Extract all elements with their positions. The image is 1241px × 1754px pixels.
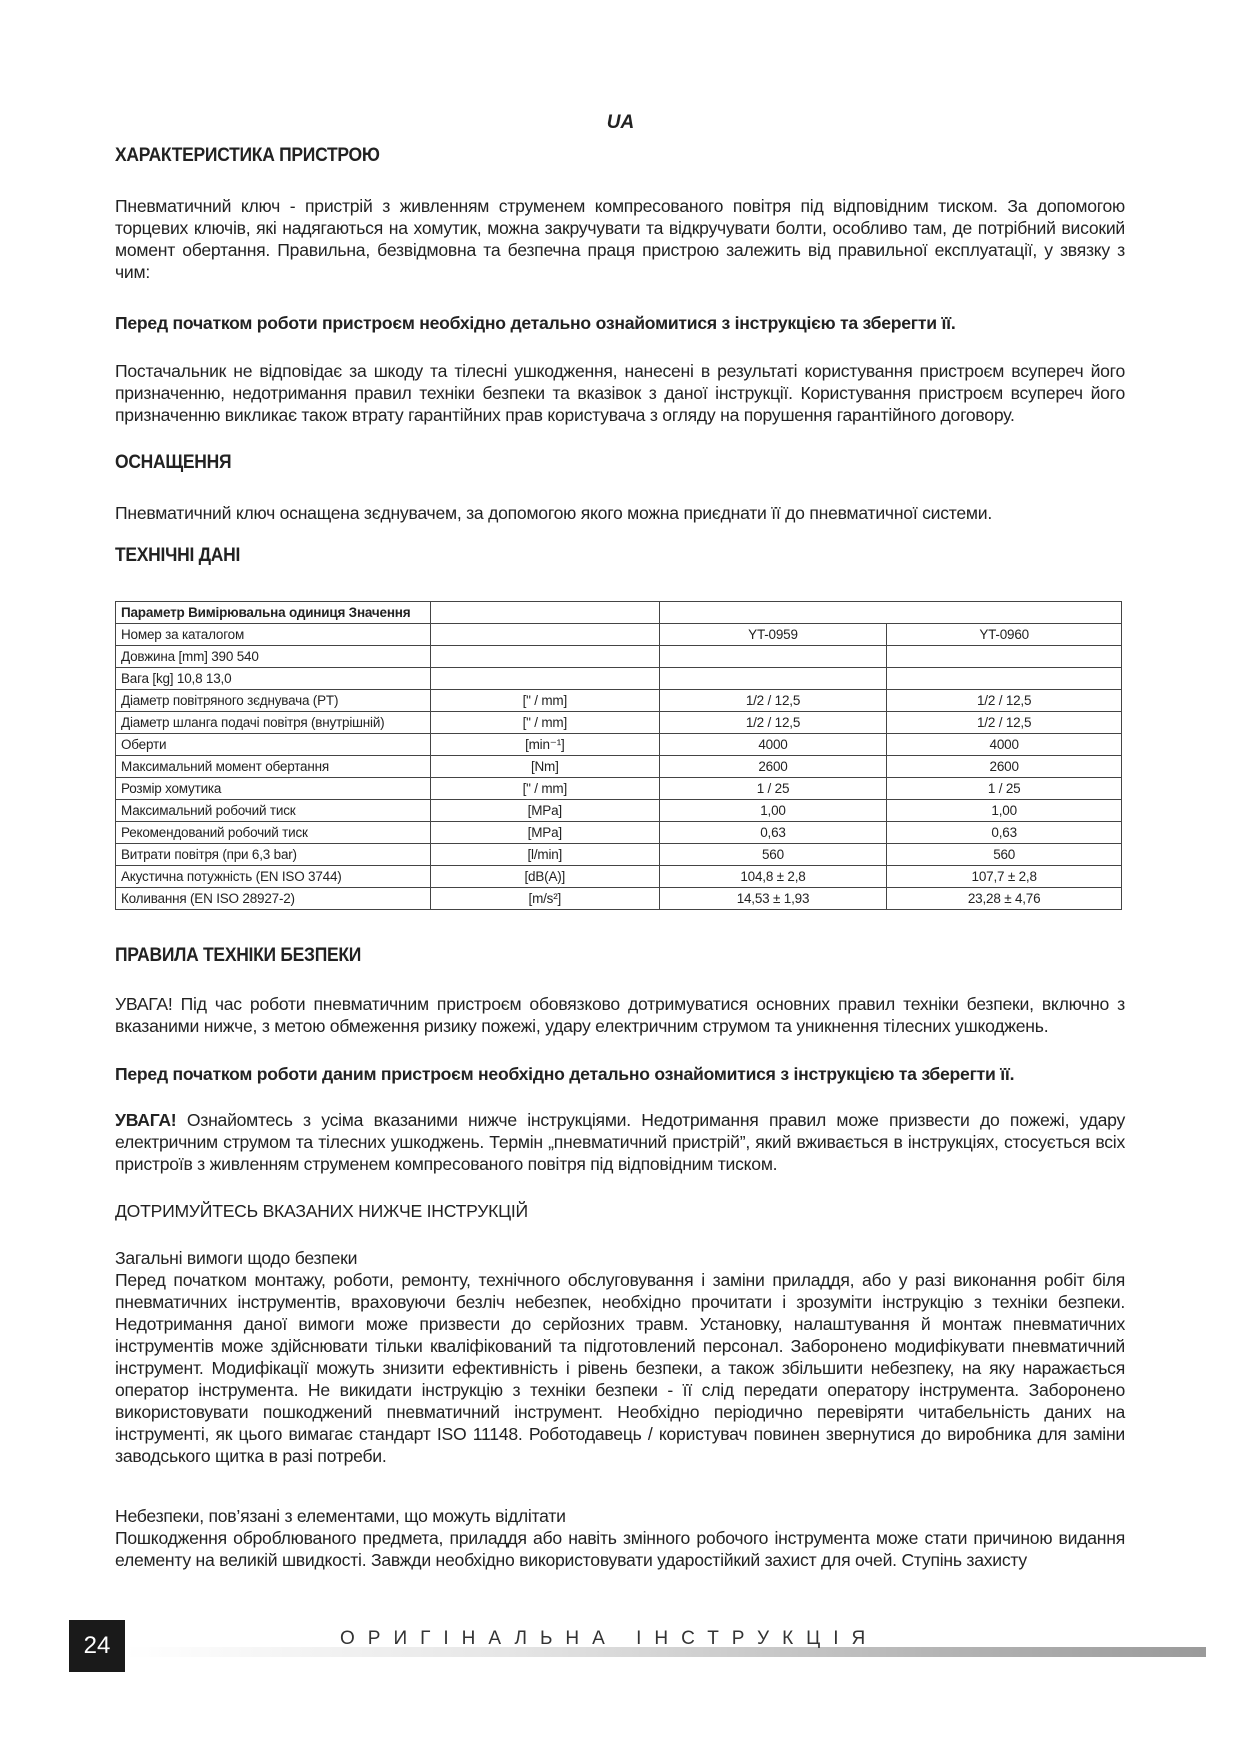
paragraph-liability: Постачальник не відповідає за шкоду та тілесні ушкодження, нанесені в результаті користування пристроєм всупереч його призначенню, недотримання правил техніки безпеки та вказівок з даної інструкції. Користування пристроєм всупереч його призначенню викликає також втрату гарантійних прав користувача з огляду на порушення гарантійного договору. — [115, 361, 1125, 425]
paragraph-attention — [115, 1109, 1125, 1175]
table-cell-v2 — [887, 646, 1122, 668]
table-row — [116, 822, 1122, 844]
table-cell-v1: 2600 — [659, 756, 887, 778]
table-cell-v2: 1 / 25 — [887, 778, 1122, 800]
table-cell-param: Максимальний момент обертання — [116, 756, 431, 778]
table-cell-v1: 104,8 ± 2,8 — [659, 866, 887, 888]
table-row — [116, 734, 1122, 756]
table-cell-unit — [430, 646, 659, 668]
table-cell-v2: 1/2 / 12,5 — [887, 690, 1122, 712]
heading-technical-data: ТЕХНІЧНІ ДАНІ — [115, 545, 241, 566]
table-cell-param: Довжина [mm] 390 540 — [116, 646, 431, 668]
table-cell-param: Діаметр шланга подачі повітря (внутрішній) — [116, 712, 431, 734]
paragraph-equipment: Пневматичний ключ оснащена зєднувачем, за допомогою якого можна приєднати її до пневматичної системи. — [115, 503, 992, 523]
table-cell-v1: 1/2 / 12,5 — [659, 690, 887, 712]
page-number: 24 — [69, 1620, 125, 1672]
heading-safety: ПРАВИЛА ТЕХНІКИ БЕЗПЕКИ — [115, 945, 362, 966]
paragraph-flying-parts: Пошкодження оброблюваного предмета, приладдя або навіть змінного робочого інструмента може стати причиною видання елементу на великій швидкості. Завжди необхідно використовувати ударостійкий захист для очей. Ступінь захисту — [115, 1528, 1125, 1570]
heading-characteristics: ХАРАКТЕРИСТИКА ПРИСТРОЮ — [115, 145, 380, 166]
table-row — [116, 888, 1122, 910]
subheading-flying-parts: Небезпеки, пов’язані з елементами, що можуть відлітати — [115, 1506, 566, 1526]
attention-text: Ознайомтесь з усіма вказаними нижче інструкціями. Недотримання правил може призвести до пожежі, удару електричним струмом та тілесних ушкоджень. Термін „пневматичний пристрій”, який вживається в інструкціях, стосується всіх пристроїв з живленням струменем компресованого повітря під відповідним тиском. — [115, 1110, 1125, 1174]
table-cell-unit: [Nm] — [430, 756, 659, 778]
table-cell-unit: [m/s²] — [430, 888, 659, 910]
table-cell-v1: 1,00 — [659, 800, 887, 822]
table-header-row — [116, 602, 1122, 624]
table-cell-unit: [" / mm] — [430, 778, 659, 800]
table-cell-param: Витрати повітря (при 6,3 bar) — [116, 844, 431, 866]
table-cell-v2: 0,63 — [887, 822, 1122, 844]
warning-read-manual-2: Перед початком роботи даним пристроєм необхідно детально ознайомитися з інструкцією та зберегти її. — [115, 1064, 1015, 1084]
table-cell — [659, 602, 1121, 624]
table-header: Параметр Вимірювальна одиниця Значення — [116, 602, 431, 624]
heading-follow-instructions: ДОТРИМУЙТЕСЬ ВКАЗАНИХ НИЖЧЕ ІНСТРУКЦІЙ — [115, 1201, 528, 1221]
table-row — [116, 866, 1122, 888]
footer-title: ОРИГІНАЛЬНА ІНСТРУКЦІЯ — [340, 1628, 879, 1649]
table-cell-unit: [" / mm] — [430, 712, 659, 734]
table-row — [116, 646, 1122, 668]
technical-data-table-wrap — [115, 601, 1125, 910]
table-cell-v2: 107,7 ± 2,8 — [887, 866, 1122, 888]
table-cell-unit: [MPa] — [430, 800, 659, 822]
table-row — [116, 800, 1122, 822]
table-row — [116, 690, 1122, 712]
table-cell-v2: 2600 — [887, 756, 1122, 778]
table-cell-unit: [" / mm] — [430, 690, 659, 712]
table-cell-param: Розмір хомутика — [116, 778, 431, 800]
table-cell-unit: [min⁻¹] — [430, 734, 659, 756]
table-cell-param: Оберти — [116, 734, 431, 756]
table-row — [116, 624, 1122, 646]
table-row — [116, 778, 1122, 800]
table-cell-v1: 560 — [659, 844, 887, 866]
table-cell — [430, 602, 659, 624]
table-cell-v1: 1 / 25 — [659, 778, 887, 800]
table-cell-v2: 1,00 — [887, 800, 1122, 822]
table-cell-param: Акустична потужність (EN ISO 3744) — [116, 866, 431, 888]
attention-label: УВАГА! — [115, 1110, 177, 1130]
table-cell-v1: 0,63 — [659, 822, 887, 844]
table-cell-v1: 14,53 ± 1,93 — [659, 888, 887, 910]
table-row — [116, 756, 1122, 778]
table-cell-v1: 4000 — [659, 734, 887, 756]
table-cell-param: Номер за каталогом — [116, 624, 431, 646]
subheading-general-safety: Загальні вимоги щодо безпеки — [115, 1248, 358, 1268]
language-code: UA — [606, 112, 635, 133]
table-cell-v2: 560 — [887, 844, 1122, 866]
table-cell-v1 — [659, 646, 887, 668]
table-cell-param: Рекомендований робочий тиск — [116, 822, 431, 844]
warning-read-manual: Перед початком роботи пристроєм необхідно детально ознайомитися з інструкцією та зберегти її. — [115, 313, 956, 333]
table-cell-v2: 1/2 / 12,5 — [887, 712, 1122, 734]
table-cell-v2: 4000 — [887, 734, 1122, 756]
heading-equipment: ОСНАЩЕННЯ — [115, 452, 232, 473]
table-cell-v2: 23,28 ± 4,76 — [887, 888, 1122, 910]
table-cell-v1 — [659, 668, 887, 690]
table-cell-v1: YT-0959 — [659, 624, 887, 646]
table-cell-param: Вага [kg] 10,8 13,0 — [116, 668, 431, 690]
table-cell-param: Діаметр повітряного зєднувача (PT) — [116, 690, 431, 712]
table-cell-param: Коливання (EN ISO 28927-2) — [116, 888, 431, 910]
table-cell-unit: [l/min] — [430, 844, 659, 866]
table-row — [116, 844, 1122, 866]
table-cell-unit — [430, 668, 659, 690]
table-cell-unit: [MPa] — [430, 822, 659, 844]
table-cell-unit: [dB(A)] — [430, 866, 659, 888]
table-cell-v2: YT-0960 — [887, 624, 1122, 646]
table-cell-param: Максимальний робочий тиск — [116, 800, 431, 822]
table-cell-v1: 1/2 / 12,5 — [659, 712, 887, 734]
table-row — [116, 712, 1122, 734]
paragraph-safety-intro: УВАГА! Під час роботи пневматичним пристроєм обовязково дотримуватися основних правил техніки безпеки, включно з вказаними нижче, з метою обмеження ризику пожежі, удару електричним струмом та уникнення тілесних ушкоджень. — [115, 994, 1125, 1036]
paragraph-general-safety: Перед початком монтажу, роботи, ремонту, технічного обслуговування і заміни приладдя, або у разі виконання робіт біля пневматичних інструментів, враховуючи безліч небезпек, необхідно прочитати і зрозуміти інструкцію з техніки безпеки. Недотримання даної вимоги може призвести до серйозних травм. Установку, налаштування й монтаж пневматичних інструментів може здійснювати тільки кваліфікований та підготовлений персонал. Заборонено модифікувати пневматичний інструмент. Модифікації можуть знизити ефективність і рівень безпеки, а також збільшити небезпеку, на яку наражається оператор інструмента. Не викидати інструкцію з техніки безпеки - її слід передати оператору інструмента. Заборонено використовувати пошкоджений пневматичний інструмент. Необхідно періодично перевіряти читабельність даних на інструменті, як цього вимагає стандарт ISO 11148. Роботодавець / користувач повинен звернутися до виробника для заміни заводського щитка в разі потреби. — [115, 1270, 1125, 1466]
table-cell-v2 — [887, 668, 1122, 690]
table-row — [116, 668, 1122, 690]
table-cell-unit — [430, 624, 659, 646]
technical-data-table — [115, 601, 1122, 910]
paragraph-characteristics: Пневматичний ключ - пристрій з живленням струменем компресованого повітря під відповідним тиском. За допомогою торцевих ключів, які надягаються на хомутик, можна закручувати та відкручувати болти, особливо там, де потрібний високий момент обертання. Правильна, безвідмовна та безпечна праця пристрою залежить від правильної експлуатації, у звязку з чим: — [115, 196, 1125, 282]
